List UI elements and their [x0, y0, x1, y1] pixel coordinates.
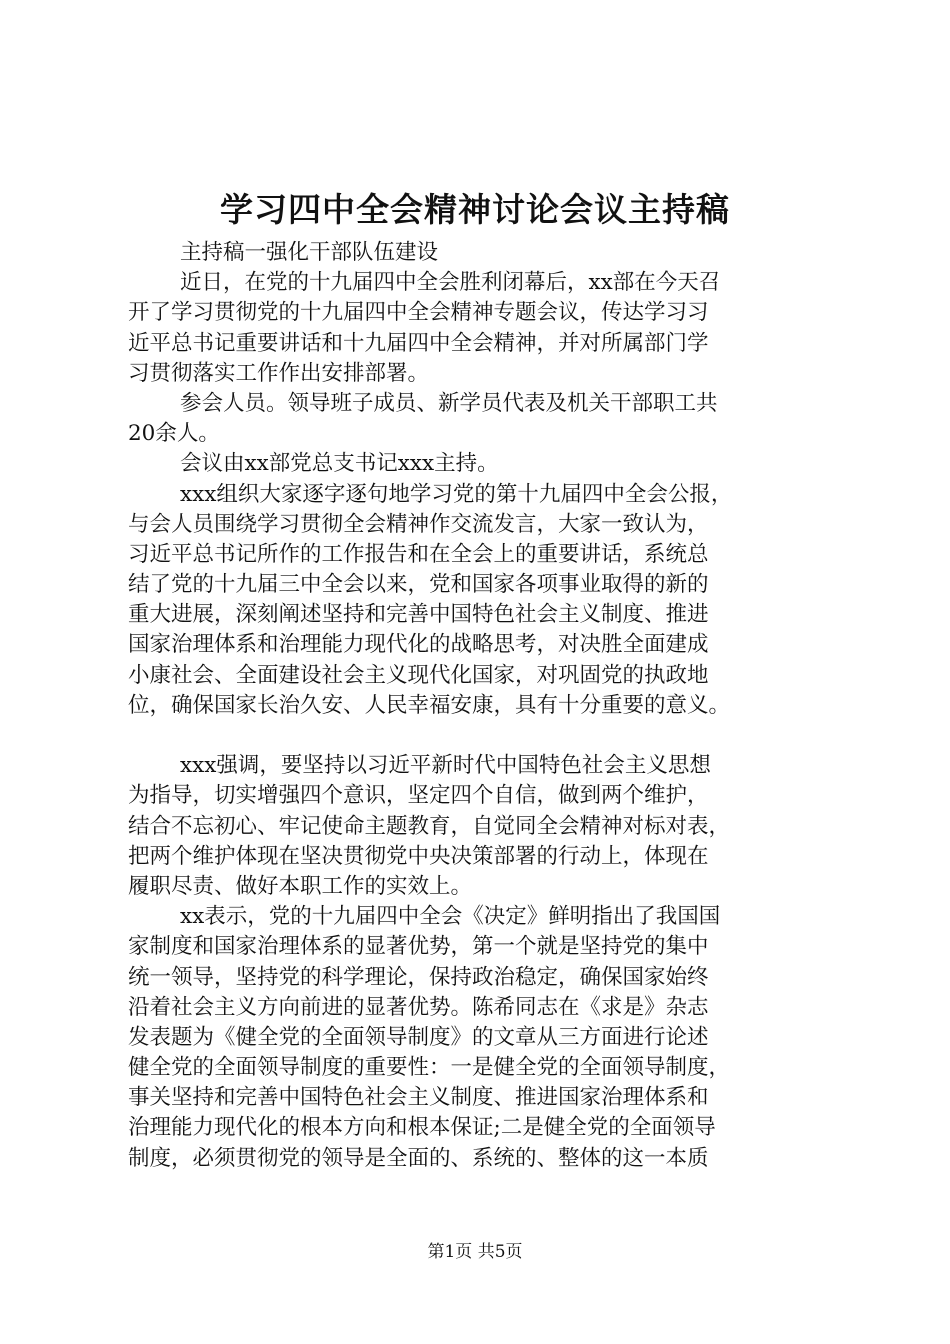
- paragraph-line: 健全党的全面领导制度的重要性：一是健全党的全面领导制度，: [128, 1055, 731, 1081]
- document-body: [128, 238, 834, 1174]
- paragraph-line: 重大进展，深刻阐述坚持和完善中国特色社会主义制度、推进: [128, 602, 709, 628]
- paragraph-line: 家制度和国家治理体系的显著优势，第一个就是坚持党的集中: [128, 934, 709, 960]
- document-title: 学习四中全会精神讨论会议主持稿: [220, 190, 730, 229]
- paragraph-line: 开了学习贯彻党的十九届四中全会精神专题会议，传达学习习: [128, 300, 709, 326]
- paragraph-line: 与会人员围绕学习贯彻全会精神作交流发言，大家一致认为，: [128, 511, 709, 537]
- paragraph-line: 把两个维护体现在坚决贯彻党中央决策部署的行动上，体现在: [128, 843, 709, 869]
- paragraph-line: 结合不忘初心、牢记使命主题教育，自觉同全会精神对标对表，: [128, 813, 731, 839]
- paragraph-line: 为指导，切实增强四个意识，坚定四个自信，做到两个维护，: [128, 783, 709, 809]
- paragraph-line: 小康社会、全面建设社会主义现代化国家，对巩固党的执政地: [128, 662, 709, 688]
- paragraph-line: 制度，必须贯彻党的领导是全面的、系统的、整体的这一本质: [128, 1145, 709, 1171]
- paragraph-line: 近日，在党的十九届四中全会胜利闭幕后，xx部在今天召: [180, 270, 721, 296]
- paragraph-line: 参会人员。领导班子成员、新学员代表及机关干部职工共: [180, 390, 718, 416]
- paragraph-line: 事关坚持和完善中国特色社会主义制度、推进国家治理体系和: [128, 1085, 709, 1111]
- subtitle-line: 主持稿一强化干部队伍建设: [180, 240, 439, 265]
- paragraph-line: 治理能力现代化的根本方向和根本保证;二是健全党的全面领导: [128, 1115, 716, 1141]
- paragraph-line: 发表题为《健全党的全面领导制度》的文章从三方面进行论述: [128, 1024, 709, 1050]
- paragraph-line: 结了党的十九届三中全会以来，党和国家各项事业取得的新的: [128, 572, 709, 598]
- paragraph-line: 近平总书记重要讲话和十九届四中全会精神，并对所属部门学: [128, 330, 709, 356]
- paragraph-line: 习贯彻落实工作作出安排部署。: [128, 360, 430, 386]
- paragraph-line: xxx组织大家逐字逐句地学习党的第十九届四中全会公报，: [180, 481, 733, 507]
- paragraph-line: 国家治理体系和治理能力现代化的战略思考，对决胜全面建成: [128, 632, 709, 658]
- paragraph-line: 20余人。: [128, 421, 220, 447]
- paragraph-line: xxx强调，要坚持以习近平新时代中国特色社会主义思想: [180, 753, 711, 779]
- paragraph-line: 沿着社会主义方向前进的显著优势。陈希同志在《求是》杂志: [128, 994, 709, 1020]
- paragraph-gap: [128, 721, 834, 751]
- paragraph-line: 位，确保国家长治久安、人民幸福安康，具有十分重要的意义。: [128, 692, 731, 718]
- page-number-footer: 第1页 共5页: [427, 1242, 523, 1262]
- paragraph-line: 统一领导，坚持党的科学理论，保持政治稳定，确保国家始终: [128, 964, 709, 990]
- paragraph-line: xx表示，党的十九届四中全会《决定》鲜明指出了我国国: [180, 904, 721, 930]
- paragraph-line: 会议由xx部党总支书记xxx主持。: [180, 451, 499, 477]
- paragraph-line: 习近平总书记所作的工作报告和在全会上的重要讲话，系统总: [128, 541, 709, 567]
- paragraph-line: 履职尽责、做好本职工作的实效上。: [128, 873, 473, 899]
